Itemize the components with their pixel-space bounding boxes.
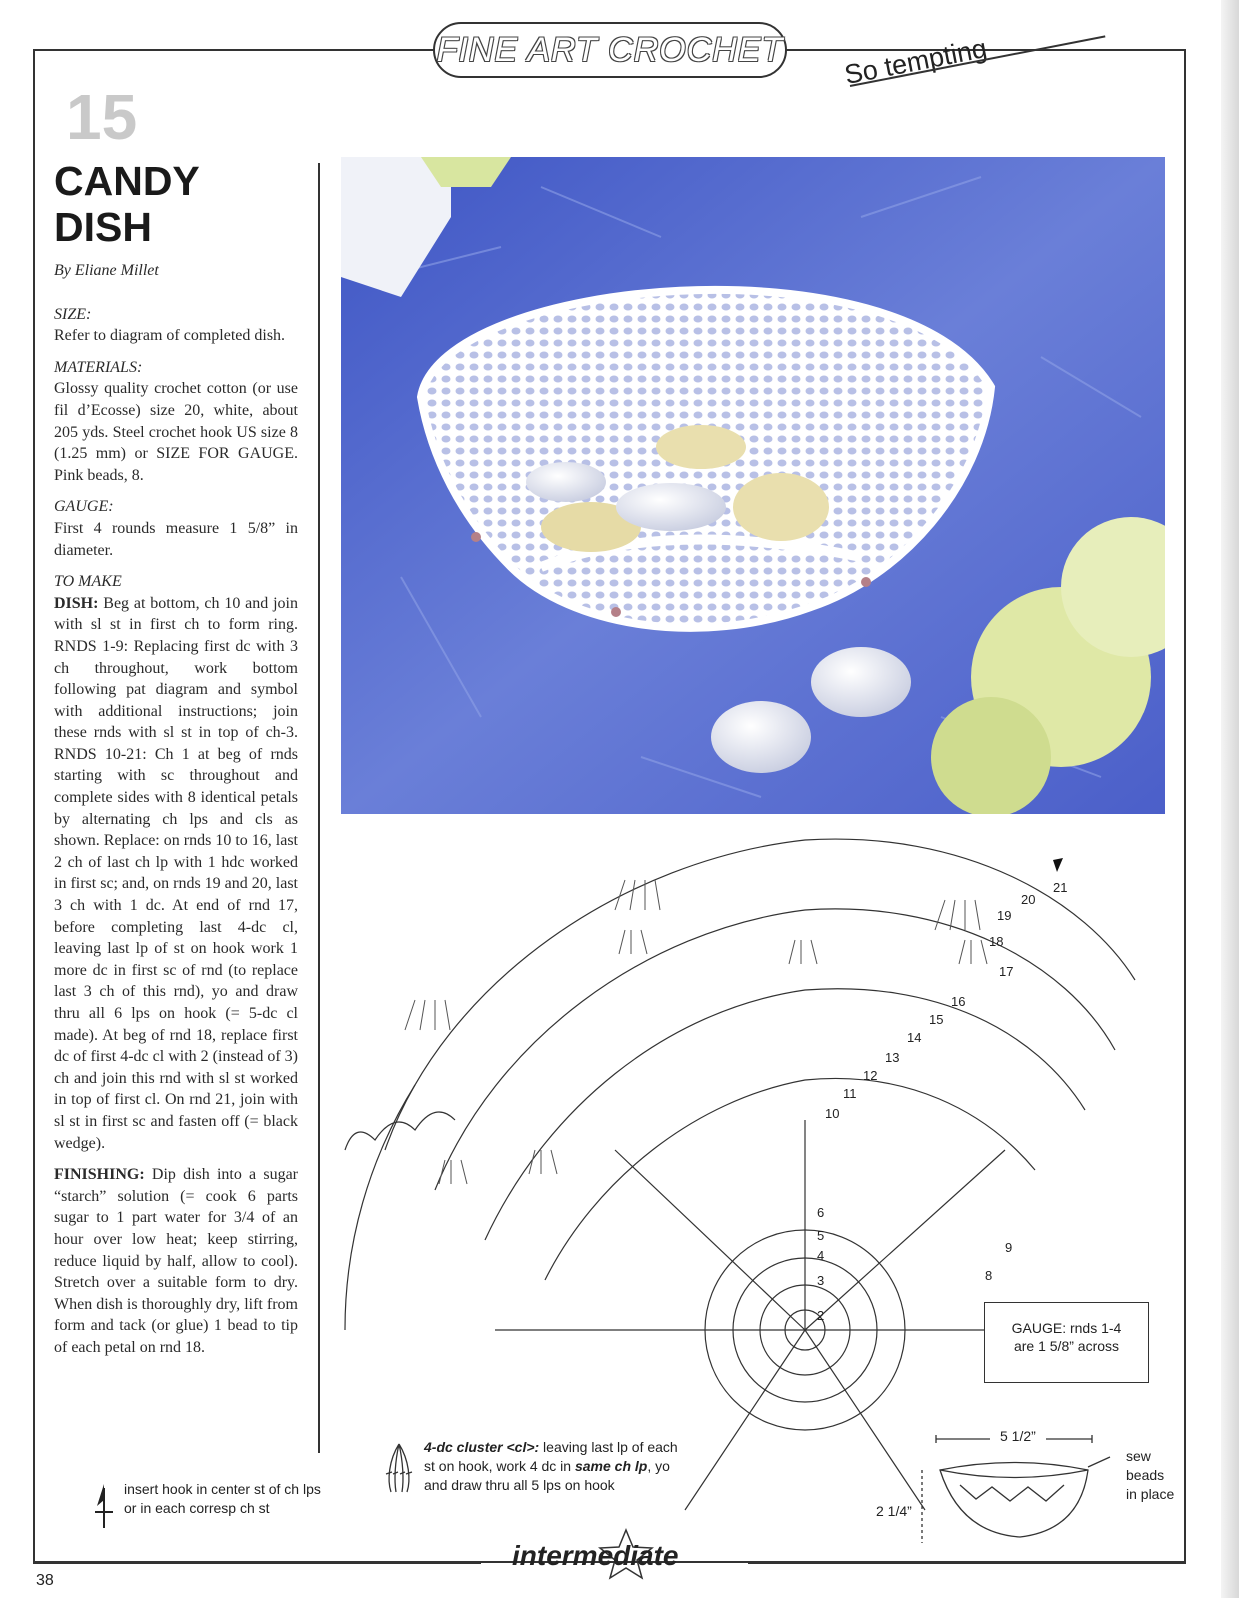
cluster-symbol-icon xyxy=(383,1440,415,1496)
gauge-heading: GAUGE: xyxy=(54,498,114,516)
footer-rule-left xyxy=(33,1562,481,1564)
insert-hook-icon xyxy=(93,1482,115,1530)
round-label-4: 4 xyxy=(817,1248,825,1263)
page-number: 38 xyxy=(36,1572,54,1589)
round-label-2: 2 xyxy=(817,1308,825,1323)
column-divider xyxy=(318,163,320,1453)
dish-instructions xyxy=(54,593,298,1154)
bowl-note-line-1: sew xyxy=(1126,1448,1151,1464)
bowl-note-line-3: in place xyxy=(1126,1486,1175,1502)
round-label-10: 10 xyxy=(825,1106,840,1121)
materials-text: Glossy quality crochet cotton (or use fil d’Ecosse) size 20, white, about 205 yds. Steel crochet hook US size 8 (1.25 mm) or SIZE FOR GAUGE. Pink beads, 8. xyxy=(54,380,298,484)
to-make-heading: TO MAKE xyxy=(54,573,122,591)
round-label-18: 18 xyxy=(989,934,1004,949)
round-label-13: 13 xyxy=(885,1050,900,1065)
bowl-note-line-2: beads xyxy=(1126,1467,1165,1483)
bowl-width: 5 1/2” xyxy=(1000,1428,1036,1444)
footer-rule-right xyxy=(748,1562,1186,1564)
cluster-legend xyxy=(424,1438,684,1495)
gauge-text: First 4 rounds measure 1 5/8” in diameter. xyxy=(54,519,298,559)
bowl-note xyxy=(1126,1447,1174,1504)
candy-dish-photo xyxy=(341,157,1165,814)
bowl-diagram xyxy=(876,1425,1180,1545)
round-label-16: 16 xyxy=(951,994,966,1009)
round-label-12: 12 xyxy=(863,1068,878,1083)
bowl-height: 2 1/4” xyxy=(876,1503,912,1519)
round-label-11: 11 xyxy=(843,1086,857,1101)
cluster-text-b: , yo and draw thru all 5 lps on hook xyxy=(424,1458,670,1493)
cluster-text-a: leaving last lp of each st on hook, work 4 dc in xyxy=(424,1439,678,1474)
gauge-box-line-1: GAUGE: rnds 1-4 xyxy=(1011,1320,1122,1336)
round-label-3: 3 xyxy=(817,1273,825,1288)
skill-level: intermediate xyxy=(512,1540,679,1571)
series-title: FINE ART CROCHET xyxy=(436,30,784,69)
round-label-19: 19 xyxy=(997,908,1012,923)
instructions-column xyxy=(54,260,298,1369)
gauge-box xyxy=(984,1302,1149,1383)
pattern-number: 15 xyxy=(66,81,138,153)
series-banner xyxy=(433,22,787,78)
insert-legend: insert hook in center st of ch lps or in each corresp ch st xyxy=(124,1481,321,1516)
round-label-14: 14 xyxy=(907,1030,922,1045)
page-edge xyxy=(1221,0,1239,1598)
round-label-5: 5 xyxy=(817,1228,825,1243)
size-text: Refer to diagram of completed dish. xyxy=(54,327,286,345)
round-label-20: 20 xyxy=(1021,892,1036,907)
finishing-text: Dip dish into a sugar “starch” solution (= cook 6 parts sugar to 1 part water for 3/4 of an hour over low heat; keep stirring, reduce liquid by half, allow to cool). Stretch over a suitable form to dry. When dish is thoroughly dry, lift from form and tack (or glue) 1 bead to tip of each petal on rnd 18. xyxy=(54,1166,298,1356)
round-label-9: 9 xyxy=(1005,1240,1013,1255)
title-line-2: DISH xyxy=(54,204,152,250)
byline: By Eliane Millet xyxy=(54,262,159,279)
round-label-15: 15 xyxy=(929,1012,944,1027)
dish-label: DISH: xyxy=(54,594,99,612)
finishing-instructions xyxy=(54,1164,298,1358)
tagline: So tempting xyxy=(842,33,990,91)
finishing-label: FINISHING: xyxy=(54,1166,145,1184)
dish-text: Beg at bottom, ch 10 and join with sl st in first ch to form ring. RNDS 1-9: Replacing first dc with 3 ch throughout, work bottom following pat diagram and symbol with additional instructions; join these rnds with sl st in top of ch-3. RNDS 10-21: Ch 1 at beg of rnds starting with sc throughout and complete sides with 8 identical petals by alternating ch lps and cls as shown. Replace: on rnds 10 to 16, last 2 ch of last ch lp with 1 hdc worked in first sc; and, on rnds 19 and 20, last 3 ch with 1 dc. At end of rnd 17, before completing last 4-dc cl, leaving last lp of st on hook work 1 more dc in first sc of rnd (to replace last 3 ch of this rnd), yo and draw thru all 6 lps on hook (= 5-dc cl made). At beg of rnd 18, replace first dc of first 4-dc cl with 2 (instead of 3) ch and join this rnd with sl st worked in top of first cl. On rnd 21, join with sl st in first sc and fasten off (= black wedge). xyxy=(54,594,298,1152)
cluster-term: 4-dc cluster <cl>: xyxy=(424,1439,540,1455)
round-label-17: 17 xyxy=(999,964,1014,979)
round-label-6: 6 xyxy=(817,1205,825,1220)
size-heading: SIZE: xyxy=(54,305,92,323)
page-title xyxy=(54,158,200,250)
round-label-8: 8 xyxy=(985,1268,993,1283)
gauge-box-line-2: are 1 5/8” across xyxy=(1013,1338,1120,1354)
materials-heading: MATERIALS: xyxy=(54,358,143,376)
title-line-1: CANDY xyxy=(54,158,200,204)
round-label-21: 21 xyxy=(1053,880,1068,895)
cluster-same-lp: same ch lp xyxy=(574,1458,648,1474)
